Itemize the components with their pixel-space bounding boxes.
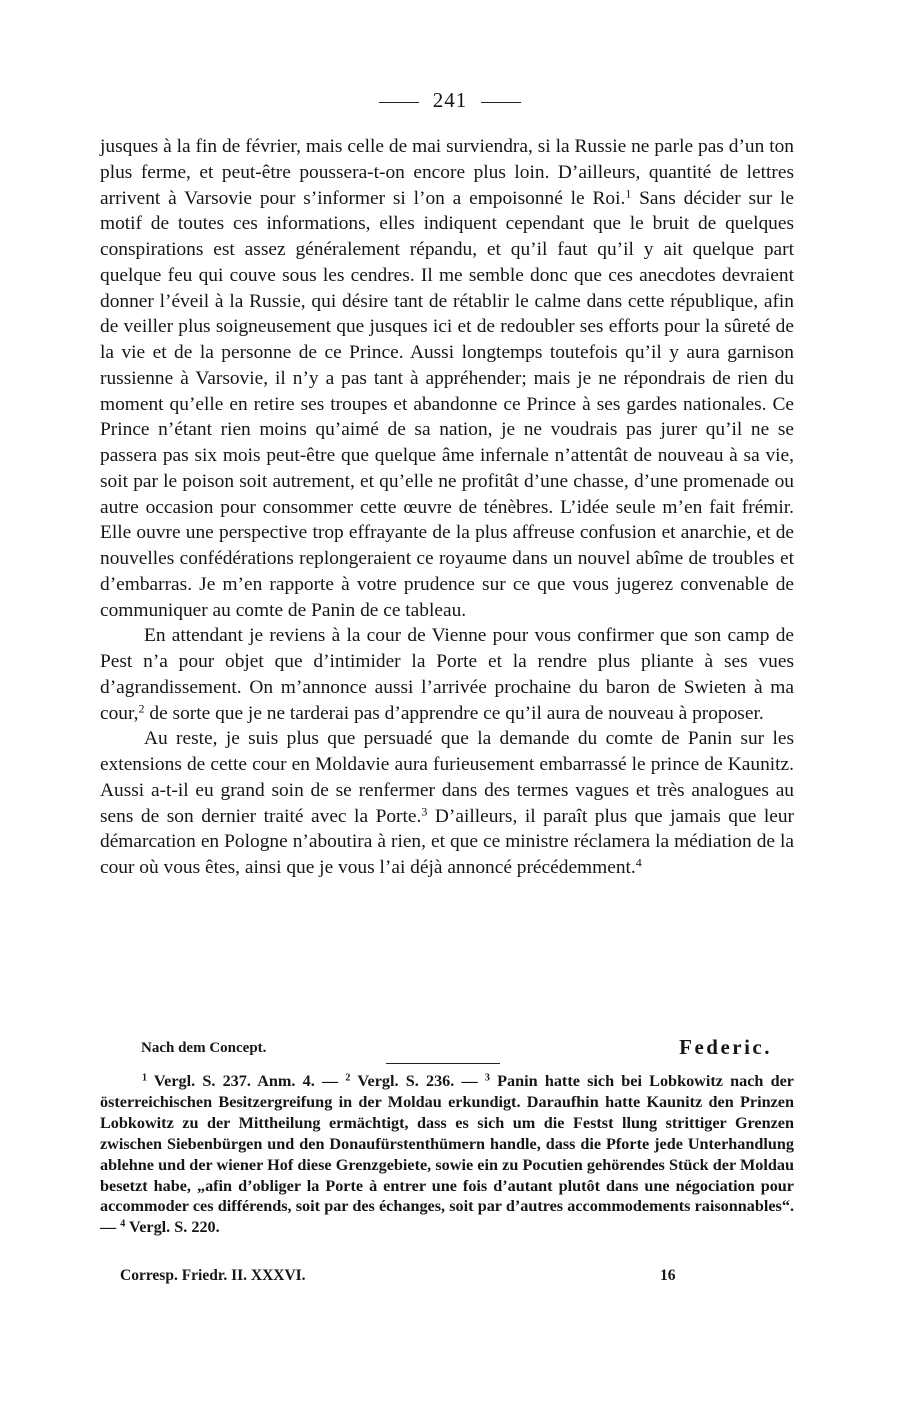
header-rule-right — [481, 102, 521, 103]
source-note: Nach dem Concept. — [141, 1040, 267, 1056]
paragraph-2: En attendant je reviens à la cour de Vienne pour vous confirmer que son camp de Pest n’a pour objet que d’intimider la Porte et la rendre plus pliante à ses vues d’agrandissement. On m’annonce aussi l’arrivée prochaine du baron de Swieten à ma cour,$^2$ de sorte que je ne tarderai pas d’apprendre ce qu’il aura de nouveau à proposer. — [100, 625, 794, 724]
footnote-ref-4: 4 — [635, 855, 642, 870]
page-number: 241 — [432, 88, 468, 112]
page-header — [0, 88, 900, 113]
footnote-ref-3: 3 — [421, 803, 428, 818]
footnote-ref-2: 2 — [138, 700, 145, 715]
sheet-number: 16 — [660, 1267, 676, 1284]
footnote-block: $^1$ Vergl. S. 237. Anm. 4. — $^2$ Vergl. S. 236. — $^3$ Panin hatte sich bei Lobkowitz nach der österreichischen Besitzergreifung in der Moldau erkundigt. Daraufhin hatte Kaunitz den Prinzen Lobkowitz zu der Mittheilung ermächtigt, dass es sich um die Festst llung strittiger Grenzen zwischen Siebenbürgen und den Donaufürstenthümern handle, dass die Pforte jede Unterhandlung ablehne und der wiener Hof diese Grenzgebiete, sowie ein zu Pocutien gehörendes Stück der Moldau besetzt habe, „afin d’obliger la Porte à entrer une fois d’autant plutôt dans une négociation pour accommoder ces différends, soit par des échanges, soit par d’autres accommodements raisonnables“. — $^4$ Vergl. S. 220. — [100, 1072, 794, 1237]
footnote-divider — [386, 1063, 500, 1064]
letter-body — [100, 134, 794, 881]
paragraph-1: jusques à la fin de février, mais celle de mai surviendra, si la Russie ne parle pas d’un ton plus ferme, et peut-être poussera-t-on encore plus loin. D’ailleurs, quantité de lettres arrivent à Varsovie pour s’informer si l’on a empoisonné le Roi.$^1$ Sans décider sur le motif de toutes ces informations, elles indiquent cependant que le bruit de quelques conspirations est assez généralement répandu, et qu’il faut qu’il y ait quelque part quelque feu qui couve sous les cendres. Il me semble donc que ces anecdotes devraient donner l’éveil à la Russie, qui désire tant de rétablir le calme dans cette république, afin de veiller plus soigneusement que jusques ici et de redoubler ses efforts pour la sûreté de la vie et de la personne de ce Prince. Aussi longtemps toutefois qu’il y aura garnison russienne à Varsovie, il n’y a pas tant à appréhender; mais je ne répondrais de rien du moment qu’elle en retire ses troupes et abandonne ce Prince à ses gardes nationales. Ce Prince n’étant rien moins qu’aimé de sa nation, je ne voudrais pas jurer qu’il ne se passera pas six mois peut-être que quelque âme infernale n’attentât de nouveau à sa vie, soit par le poison soit autrement, et qu’elle ne profitât d’une chasse, d’une promenade ou autre occasion pour consommer cette œuvre de ténèbres. L’idée seule m’en fait frémir. Elle ouvre une perspective trop effrayante de la plus affreuse confusion et anarchie, et de nouvelles confédérations replongeraient ce royaume dans un nouvel abîme de troubles et d’embarras. Je m’en rapporte à votre prudence sur ce que vous jugerez convenable de communiquer au comte de Panin de ce tableau. — [100, 136, 794, 621]
signature-line — [0, 1035, 900, 1065]
paragraph-3: Au reste, je suis plus que persuadé que la demande du comte de Panin sur les extensions de cette cour en Moldavie aura furieusement embarrassé le prince de Kaunitz. Aussi a-t-il eu grand soin de se renfermer dans des termes vagues et très analogues au sens de son dernier traité avec la Porte.$^3$ D’ailleurs, il paraît plus que jamais que leur démarcation en Pologne n’aboutira à rien, et que ce ministre réclamera la médiation de la cour où vous êtes, ainsi que je vous l’ai déjà annoncé précédemment.$^4$ — [100, 728, 794, 878]
footnote-ref-1: 1 — [625, 185, 632, 200]
signer-name: Federic. — [679, 1035, 772, 1059]
header-rule-left — [379, 102, 419, 103]
footnotes — [100, 1071, 794, 1238]
signature-mark: Corresp. Friedr. II. XXXVI. — [120, 1267, 306, 1284]
